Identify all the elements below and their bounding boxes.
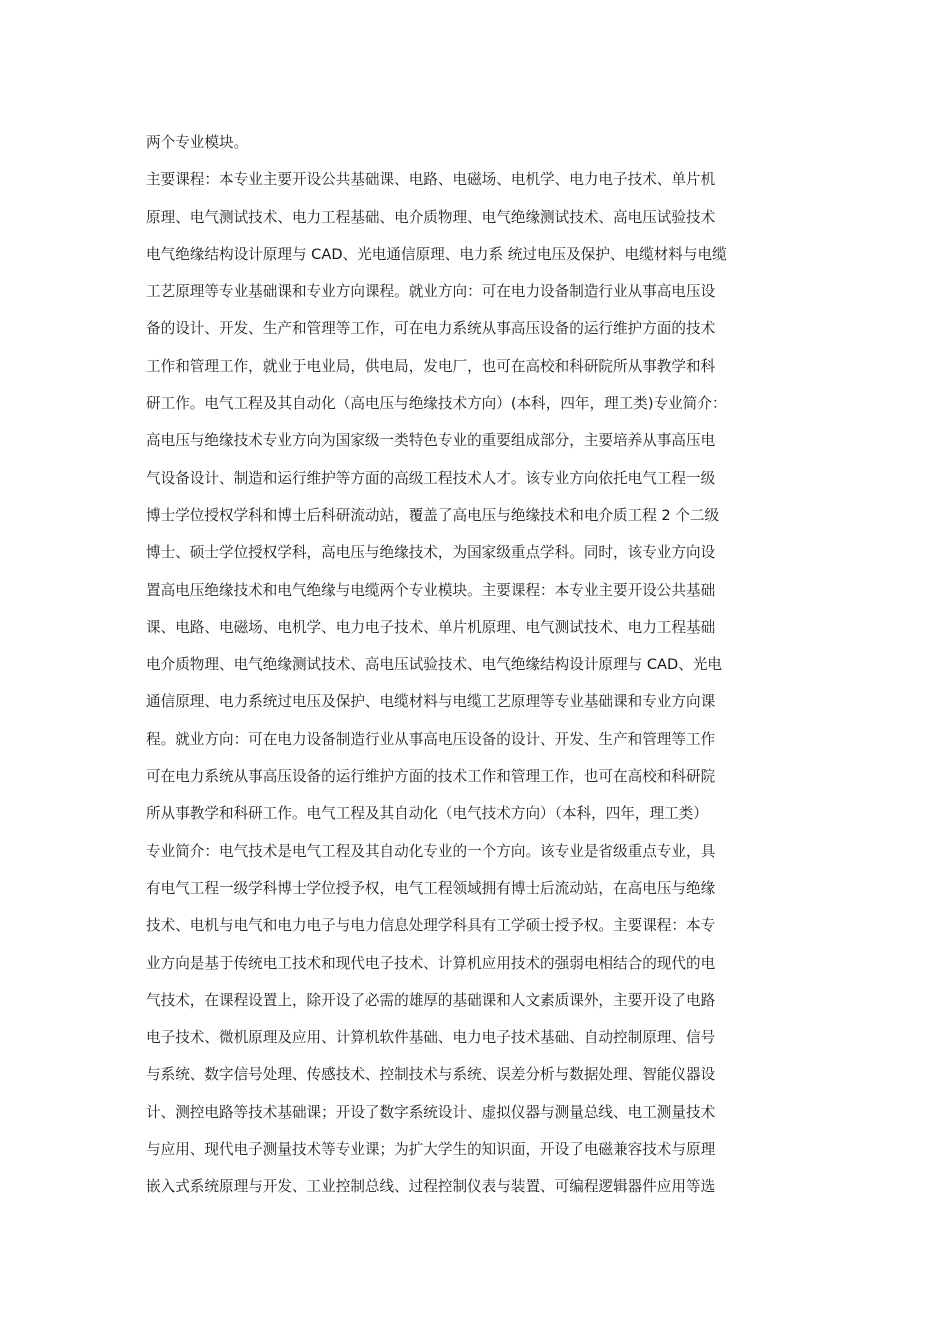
text-line: 程。就业方向：可在电力设备制造行业从事高电压设备的设计、开发、生产和管理等工作	[146, 730, 716, 748]
text-line: 电介质物理、电气绝缘测试技术、高电压试验技术、电气绝缘结构设计原理与 CAD、光电	[146, 656, 723, 674]
text-line: 两个专业模块。	[146, 134, 249, 151]
text-line: 备的设计、开发、生产和管理等工作，可在电力系统从事高压设备的运行维护方面的技术	[146, 320, 716, 338]
text-line: 电气绝缘结构设计原理与 CAD、光电通信原理、电力系 统过电压及保护、电缆材料与电缆	[146, 245, 727, 263]
text-line: 专业简介：电气技术是电气工程及其自动化专业的一个方向。该专业是省级重点专业，具	[146, 842, 716, 860]
text-line: 工作和管理工作，就业于电业局，供电局，发电厂，也可在高校和科研院所从事教学和科	[146, 357, 716, 375]
text-line: 气技术，在课程设置上，除开设了必需的雄厚的基础课和人文素质课外，主要开设了电路	[146, 991, 716, 1009]
text-line: 工艺原理等专业基础课和专业方向课程。就业方向：可在电力设备制造行业从事高电压设	[146, 283, 716, 301]
text-line: 博士学位授权学科和博士后科研流动站，覆盖了高电压与绝缘技术和电介质工程 2 个二级	[146, 506, 720, 524]
body-text	[146, 124, 811, 1206]
text-line: 与系统、数字信号处理、传感技术、控制技术与系统、误差分析与数据处理、智能仪器设	[146, 1066, 716, 1084]
text-line: 主要课程：本专业主要开设公共基础课、电路、电磁场、电机学、电力电子技术、单片机	[146, 171, 716, 189]
text-line: 研工作。电气工程及其自动化（高电压与绝缘技术方向）(本科，四年，理工类)专业简介：	[146, 395, 727, 413]
text-line: 高电压与绝缘技术专业方向为国家级一类特色专业的重要组成部分，主要培养从事高压电	[146, 432, 716, 450]
text-line: 与应用、现代电子测量技术等专业课；为扩大学生的知识面，开设了电磁兼容技术与原理	[146, 1141, 716, 1159]
text-line: 课、电路、电磁场、电机学、电力电子技术、单片机原理、电气测试技术、电力工程基础	[146, 618, 716, 636]
text-line: 计、测控电路等技术基础课；开设了数字系统设计、虚拟仪器与测量总线、电工测量技术	[146, 1103, 716, 1121]
text-line: 业方向是基于传统电工技术和现代电子技术、计算机应用技术的强弱电相结合的现代的电	[146, 954, 716, 972]
text-line: 嵌入式系统原理与开发、工业控制总线、过程控制仪表与装置、可编程逻辑器件应用等选	[146, 1178, 716, 1196]
text-line: 原理、电气测试技术、电力工程基础、电介质物理、电气绝缘测试技术、高电压试验技术	[146, 208, 716, 226]
text-line: 置高电压绝缘技术和电气绝缘与电缆两个专业模块。主要课程：本专业主要开设公共基础	[146, 581, 716, 599]
text-line: 技术、电机与电气和电力电子与电力信息处理学科具有工学硕士授予权。主要课程：本专	[146, 917, 716, 935]
text-line: 博士、硕士学位授权学科，高电压与绝缘技术，为国家级重点学科。同时，该专业方向设	[146, 544, 716, 562]
text-line: 有电气工程一级学科博士学位授予权，电气工程领域拥有博士后流动站，在高电压与绝缘	[146, 879, 716, 897]
text-line: 可在电力系统从事高压设备的运行维护方面的技术工作和管理工作，也可在高校和科研院	[146, 768, 716, 786]
text-line: 所从事教学和科研工作。电气工程及其自动化（电气技术方向）（本科，四年，理工类）	[146, 805, 708, 823]
text-line: 电子技术、微机原理及应用、计算机软件基础、电力电子技术基础、自动控制原理、信号	[146, 1029, 716, 1047]
text-line: 气设备设计、制造和运行维护等方面的高级工程技术人才。该专业方向依托电气工程一级	[146, 469, 716, 487]
text-line: 通信原理、电力系统过电压及保护、电缆材料与电缆工艺原理等专业基础课和专业方向课	[146, 693, 716, 711]
